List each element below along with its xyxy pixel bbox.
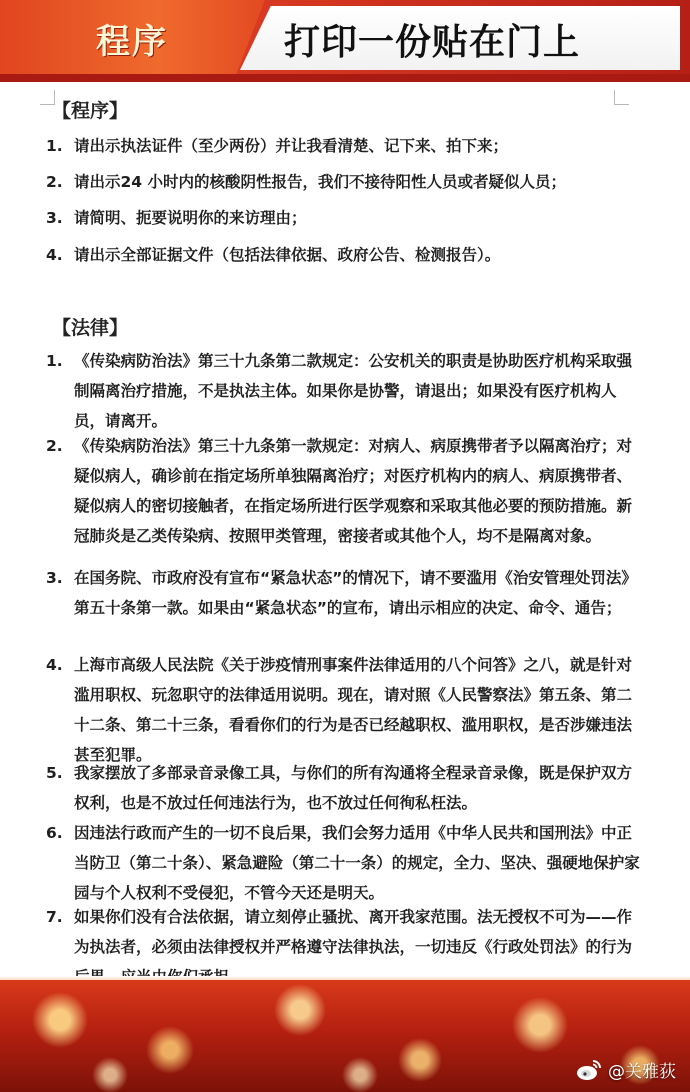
law-section-title: 【法律】 — [52, 317, 129, 339]
item-number: 2. — [46, 173, 63, 191]
procedure-item — [46, 203, 646, 233]
item-text: 上海市高级人民法院《关于涉疫情刑事案件法律适用的八个问答》之八，就是针对滥用职权、玩忽职守的法律适用说明。现在，请对照《人民警察法》第五条、第二十二条、第二十三条，看看你们的行为是否已经越职权、滥用职权，是否涉嫌违法甚至犯罪。 — [74, 656, 633, 764]
item-text: 因违法行政而产生的一切不良后果，我们会努力适用《中华人民共和国刑法》中正当防卫（第二十条）、紧急避险（第二十一条）的规定，全力、坚决、强硬地保护家园与个人权利不受侵犯，不管今天还是明天。 — [74, 824, 640, 902]
item-text: 《传染病防治法》第三十九条第二款规定：公安机关的职责是协助医疗机构采取强制隔离治疗措施，不是执法主体。如果你是协警，请退出；如果没有医疗机构人员，请离开。 — [74, 352, 633, 430]
item-number: 1. — [46, 352, 63, 370]
item-text: 请出示全部证据文件（包括法律依据、政府公告、检测报告）。 — [74, 246, 501, 264]
item-text: 如果你们没有合法依据，请立刻停止骚扰、离开我家范围。法无授权不可为——作为执法者，必须由法律授权并严格遵守法律执法，一切违反《行政处罚法》的行为 — [74, 908, 633, 956]
header-stripe — [0, 74, 690, 82]
procedure-item — [46, 131, 646, 161]
item-text: 在国务院、市政府没有宣布“紧急状态”的情况下，请不要滥用《治安管理处罚法》第五十条第一款。如果由“紧急状态”的宣布，请出示相应的决定、命令、通告； — [74, 569, 637, 617]
footer-bokeh-banner — [0, 980, 690, 1092]
watermark — [576, 1057, 676, 1082]
procedure-item — [46, 167, 646, 197]
item-text: 请简明、扼要说明你的来访理由； — [74, 209, 307, 227]
header-right-title: 打印一份贴在门上 — [284, 22, 581, 63]
weibo-icon — [576, 1059, 602, 1081]
item-number: 4. — [46, 246, 63, 264]
crop-mark-top-right — [614, 90, 629, 105]
item-number: 6. — [46, 824, 63, 842]
header-banner — [0, 0, 690, 82]
item-number: 3. — [46, 569, 63, 587]
item-number: 7. — [46, 908, 63, 926]
item-number: 5. — [46, 764, 63, 782]
item-text: 请出示24 小时内的核酸阴性报告，我们不接待阳性人员或者疑似人员； — [74, 173, 566, 191]
item-number: 2. — [46, 437, 63, 455]
item-number: 4. — [46, 656, 63, 674]
item-text: 我家摆放了多部录音录像工具，与你们的所有沟通将全程录音录像，既是保护双方权利，也是不放过任何违法行为，也不放过任何徇私枉法。 — [74, 764, 633, 812]
procedure-item — [46, 240, 646, 270]
item-text: 请出示执法证件（至少两份）并让我看清楚、记下来、拍下来； — [74, 137, 509, 155]
procedure-section-title: 【程序】 — [52, 100, 129, 122]
watermark-text: @关雅荻 — [608, 1062, 676, 1082]
item-number: 1. — [46, 137, 63, 155]
item-number: 3. — [46, 209, 63, 227]
item-text: 《传染病防治法》第三十九条第一款规定：对病人、病原携带者予以隔离治疗；对疑似病人，确诊前在指定场所单独隔离治疗；对医疗机构内的病人、病原携带者、疑似病人的密切接触者，在指定场所进行医学观察和采取其他必要的预防措施。新冠肺炎是乙类传染病、按照甲类管理，密接者或其他个人，均不是隔离对象。 — [74, 437, 633, 545]
header-left-title: 程序 — [96, 22, 168, 62]
